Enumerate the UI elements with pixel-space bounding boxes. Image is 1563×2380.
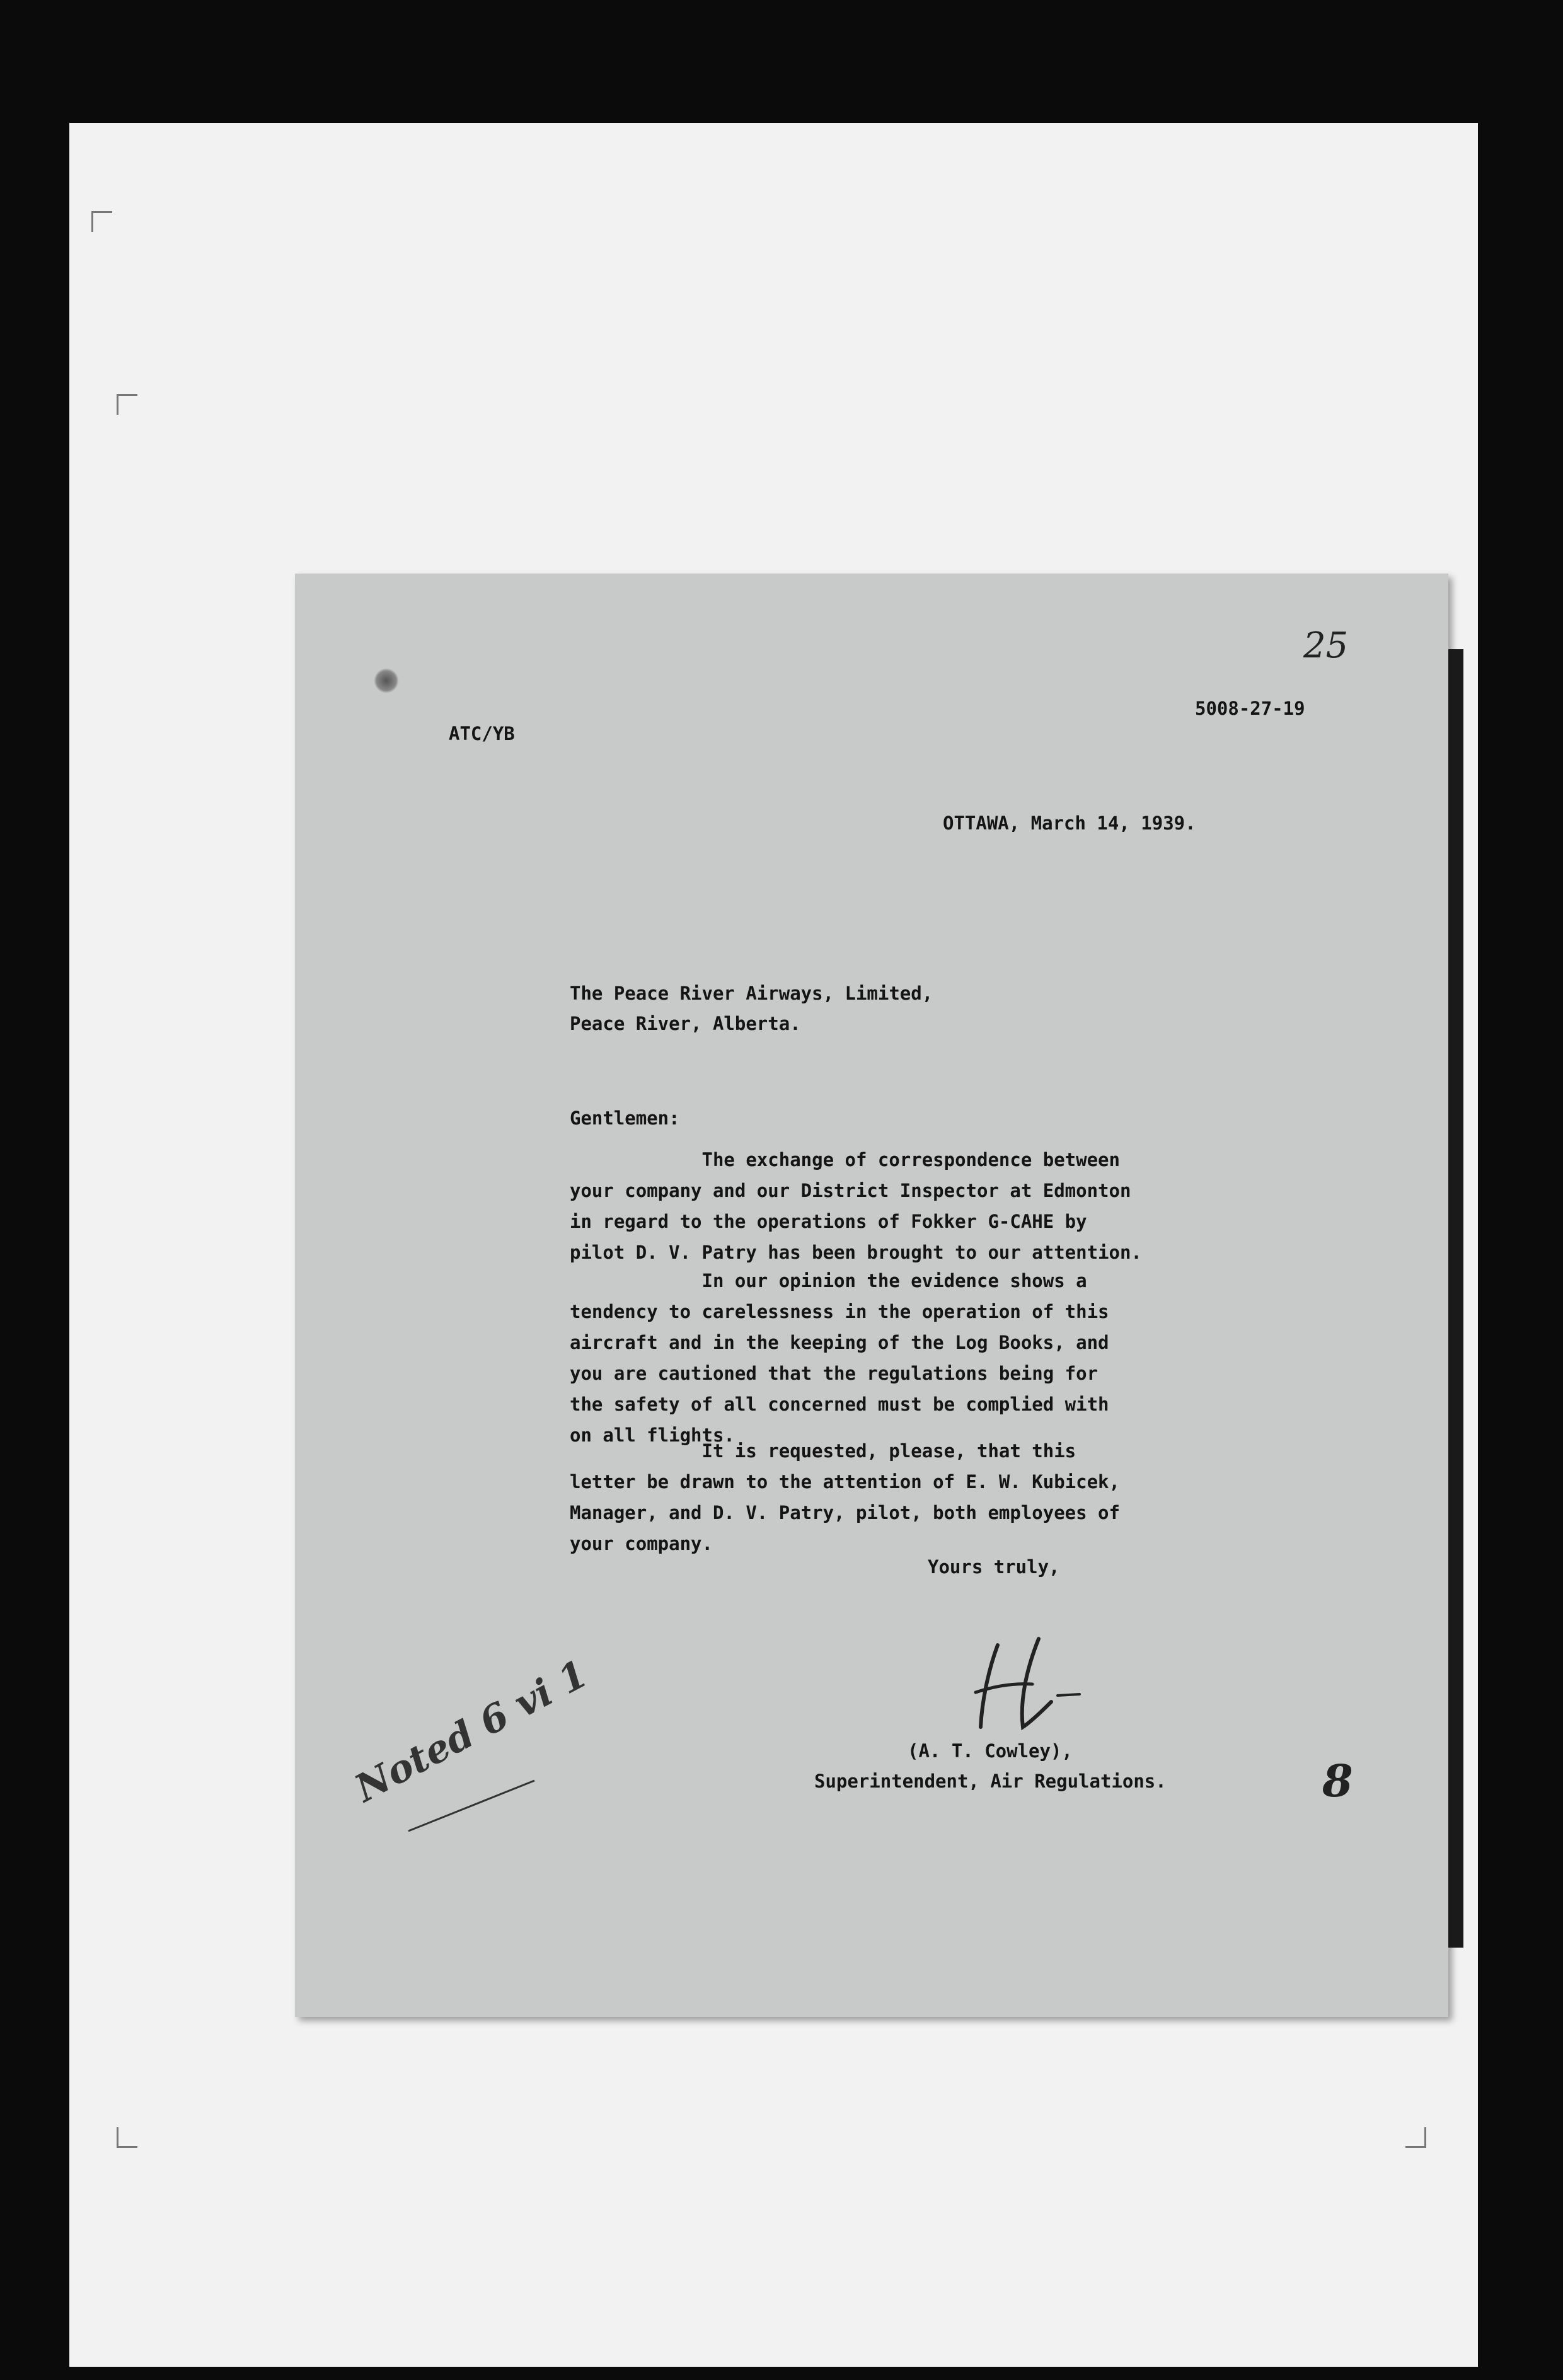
letter-page	[295, 574, 1448, 2017]
crop-mark-top-left	[91, 211, 112, 232]
page-shadow-edge	[1448, 649, 1463, 1948]
mark-text: 8	[1322, 1755, 1353, 1807]
paragraph-line: aircraft and in the keeping of the Log Books, and	[570, 1332, 1109, 1353]
body-paragraph-2	[570, 1266, 1200, 1451]
handwritten-signature	[963, 1632, 1102, 1740]
paragraph-line: your company and our District Inspector at Edmonton	[570, 1180, 1131, 1201]
ink-blot	[374, 668, 399, 693]
handwritten-noted-annotation	[348, 1651, 595, 1840]
salutation: Gentlemen:	[570, 1107, 680, 1129]
paragraph-line: tendency to carelessness in the operation of this	[570, 1301, 1109, 1322]
crop-mark-bottom-left	[117, 2127, 137, 2148]
recipient-line-2: Peace River, Alberta.	[570, 1013, 801, 1034]
paragraph-line: Manager, and D. V. Patry, pilot, both employees of	[570, 1502, 1120, 1523]
signatory-title: Superintendent, Air Regulations.	[814, 1771, 1167, 1792]
recipient-line-1: The Peace River Airways, Limited,	[570, 983, 933, 1004]
crop-mark-mid-left	[117, 394, 137, 415]
paragraph-line: The exchange of correspondence between	[570, 1149, 1120, 1170]
page-number: 25	[1303, 625, 1349, 666]
body-paragraph-1	[570, 1145, 1200, 1268]
dateline: OTTAWA, March 14, 1939.	[943, 812, 1196, 834]
body-paragraph-3	[570, 1436, 1200, 1559]
reference-initials: ATC/YB	[449, 723, 515, 744]
handwritten-mark	[1316, 1746, 1366, 1809]
paragraph-line: your company.	[570, 1533, 713, 1554]
paragraph-line: on all flights.	[570, 1424, 735, 1446]
paragraph-line: It is requested, please, that this	[570, 1440, 1076, 1462]
paragraph-line: in regard to the operations of Fokker G-CAHE by	[570, 1211, 1087, 1232]
paragraph-line: the safety of all concerned must be complied with	[570, 1394, 1109, 1415]
file-number: 5008-27-19	[1195, 698, 1305, 719]
paragraph-line: you are cautioned that the regulations being for	[570, 1363, 1099, 1384]
signatory-name: (A. T. Cowley),	[908, 1740, 1073, 1762]
paragraph-line: pilot D. V. Patry has been brought to our attention.	[570, 1242, 1142, 1263]
crop-mark-bottom-right	[1405, 2127, 1426, 2148]
paragraph-line: In our opinion the evidence shows a	[570, 1270, 1087, 1291]
paragraph-line: letter be drawn to the attention of E. W. Kubicek,	[570, 1471, 1120, 1493]
noted-text: Noted 6 vi 1	[348, 1651, 595, 1811]
closing: Yours truly,	[928, 1556, 1060, 1578]
